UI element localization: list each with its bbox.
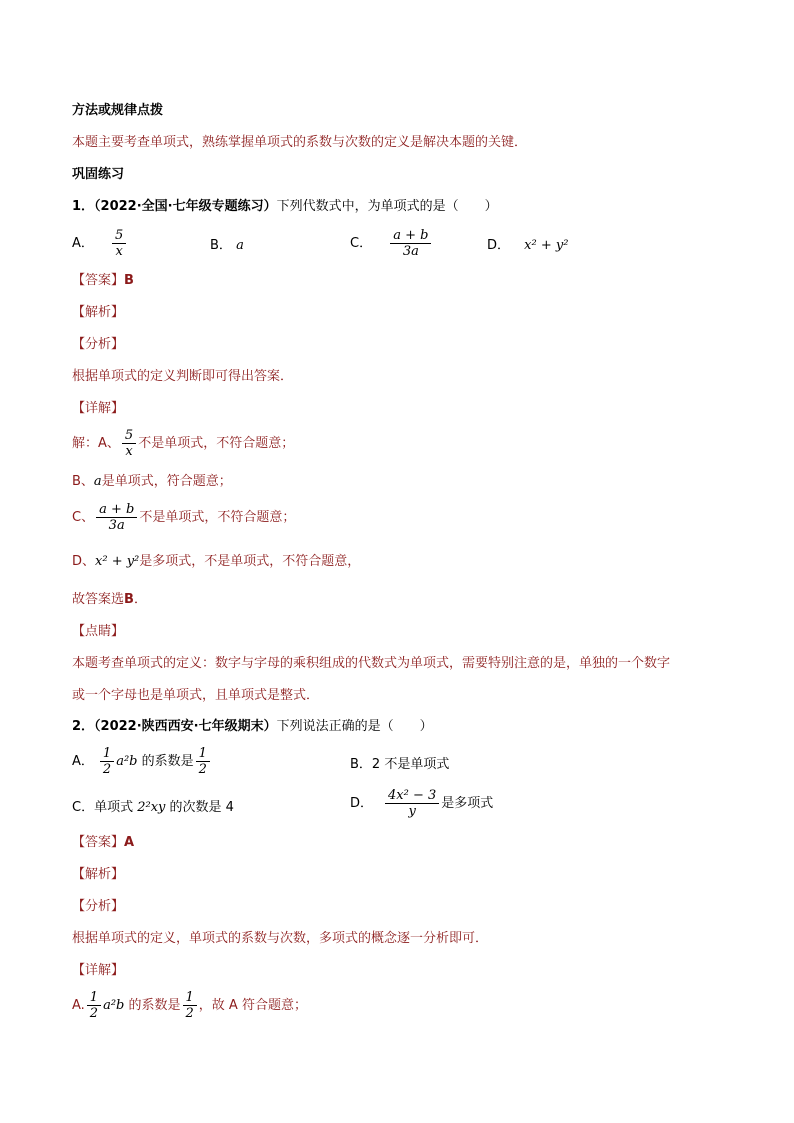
q2-xiangjie-tag: 【详解】 xyxy=(72,963,125,978)
q2-detail-a: A. $\frac{1}{2}$ a²b 的系数是 $\frac{1}{2}$ ，故 A 符合题意； xyxy=(72,990,307,1021)
method-text: 本题主要考查单项式，熟练掌握单项式的系数与次数的定义是解决本题的关键． xyxy=(72,135,528,150)
q2-option-a: A． $\frac{1}{2}$ a²b 的系数是 $\frac{1}{2}$ xyxy=(72,746,212,777)
q2-fenxi-text: 根据单项式的定义，单项式的系数与次数，多项式的概念逐一分析即可． xyxy=(72,931,489,946)
method-heading: 方法或规律点拨 xyxy=(72,103,164,118)
q2-stem: 下列说法正确的是（ ） xyxy=(276,719,433,734)
q2-stem-line xyxy=(72,717,433,737)
q2-answer: A xyxy=(124,835,135,850)
q1-dianjing-line2: 或一个字母也是单项式，且单项式是整式． xyxy=(72,688,320,703)
practice-heading: 巩固练习 xyxy=(72,167,125,182)
q1-dianjing-line1: 本题考查单项式的定义：数字与字母的乘积组成的代数式为单项式，需要特别注意的是，单独的一个数字 xyxy=(72,656,671,671)
q1-detail-b: B、a是单项式，符合题意； xyxy=(72,474,232,489)
q1-option-c: C． $\frac{a + b}{3a}$ xyxy=(350,228,433,259)
q1-number: 1． xyxy=(72,199,95,214)
q1-option-d: D． x² + y² xyxy=(487,238,569,253)
dianjing-tag: 【点睛】 xyxy=(72,624,125,639)
q1-answer-line xyxy=(72,271,134,291)
q2-answer-line: 【答案】A xyxy=(72,835,135,850)
q1-conclusion: 故答案选B． xyxy=(72,592,147,607)
q1-answer: B xyxy=(124,273,134,288)
q2-option-d: D． $\frac{\text{4x² − 3}}{y}$ 是多项式 xyxy=(350,788,494,819)
q1-fenxi-text: 根据单项式的定义判断即可得出答案． xyxy=(72,369,294,384)
q1-detail-c: C、 $\frac{a + b}{3a}$ 不是单项式，不符合题意； xyxy=(72,502,296,533)
xiangjie-tag: 【详解】 xyxy=(72,401,125,416)
q2-number: 2． xyxy=(72,719,95,734)
answer-tag: 【答案】 xyxy=(72,273,125,288)
q1-detail-a: 解：A、 $\frac{5}{x}$ 不是单项式，不符合题意； xyxy=(72,428,295,459)
q2-jiexi-tag: 【解析】 xyxy=(72,867,125,882)
q2-fenxi-tag: 【分析】 xyxy=(72,899,125,914)
q2-source: （2022·陕西西安·七年级期末） xyxy=(94,719,277,734)
q1-detail-d: D、x² + y²是多项式，不是单项式，不符合题意， xyxy=(72,554,361,569)
q2-option-b: B．2 不是单项式 xyxy=(350,757,450,772)
q1-option-b: B． a xyxy=(210,238,244,253)
q2-option-c: C．单项式 2²xy 的次数是 4 xyxy=(72,800,234,815)
q1-stem: 下列代数式中，为单项式的是（ ） xyxy=(276,199,498,214)
q1-source: （2022·全国·七年级专题练习） xyxy=(94,199,277,214)
jiexi-tag: 【解析】 xyxy=(72,305,125,320)
fenxi-tag: 【分析】 xyxy=(72,337,125,352)
q1-option-a: A． $\frac{5}{x}$ xyxy=(72,228,128,259)
q1-stem-line xyxy=(72,197,498,217)
